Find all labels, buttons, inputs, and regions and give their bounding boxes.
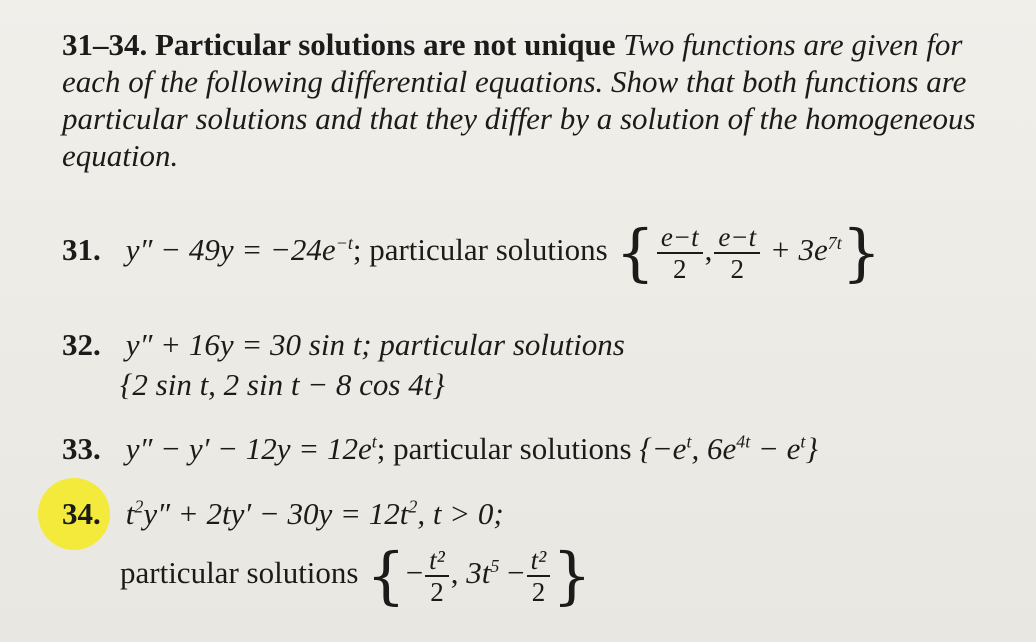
problem-34-solutions: particular solutions {− $\frac{\text{t²}}{2}$ , $3t^5$ − $\frac{\text{t²}}{2}$ } (120, 539, 592, 612)
solution-fraction-1: $\frac{e-t}{2}$ (657, 222, 703, 284)
problem-equation: y″ + 16y = 30 sin t; particular solutions (125, 327, 625, 362)
exercise-intro (62, 26, 1022, 174)
solution-set: {$-e^t$, $6e^{4t} - e^t$} (639, 431, 818, 466)
exercise-heading: 31–34. Particular solutions are not unique (62, 27, 616, 62)
problem-34 (62, 495, 504, 533)
solutions-label: particular solutions (120, 555, 359, 591)
solution-fraction-2: $\frac{e-t}{2}$ (714, 222, 760, 284)
problem-equation: y″ − y′ − 12y = 12e (125, 431, 372, 466)
exercise-instructions: Two functions are given for each of the following differential equations. Show that both functions are particular solutions and that they differ by a solution of the homogeneous equation. (62, 27, 976, 173)
exponent: −t (335, 232, 353, 253)
left-brace: { (366, 539, 406, 612)
problem-equation: y″ − 49y = −24e (125, 232, 336, 268)
problem-number: 34. (62, 496, 101, 531)
right-brace: } (552, 539, 592, 612)
problem-label: ; particular solutions (352, 232, 608, 268)
solution-fraction-2: $\frac{\text{t²}}{2}$ (527, 545, 551, 607)
problem-number: 31. (62, 232, 101, 268)
right-brace: } (841, 216, 882, 289)
problem-33: 33. $y'' - y' - 12y = 12e^t$; particular solutions {$-e^t$, $6e^{4t} - e^t$} (62, 431, 818, 466)
problem-number: 32. (62, 327, 101, 362)
problem-equation: $t^2y'' + 2ty' - 30y = 12t^2$, t > 0; (125, 496, 504, 531)
problem-32 (62, 326, 625, 364)
problem-31: 31. $y'' - 49y = -24e^{-t}$; particular solutions { $\frac{e-t}{2}$ , $\frac{e-t}{2}$ + $3e^{7t}$} (62, 216, 882, 289)
left-brace: { (615, 216, 655, 289)
problem-32-solutions: {2 sin t, 2 sin t − 8 cos 4t} (120, 367, 445, 402)
problem-number: 33. (62, 431, 101, 466)
solution-fraction-1: $\frac{\text{t²}}{2}$ (425, 545, 449, 607)
problem-label: ; particular solutions (376, 431, 632, 466)
exponent: 7t (827, 232, 842, 253)
solution-term: + 3e (769, 232, 828, 268)
